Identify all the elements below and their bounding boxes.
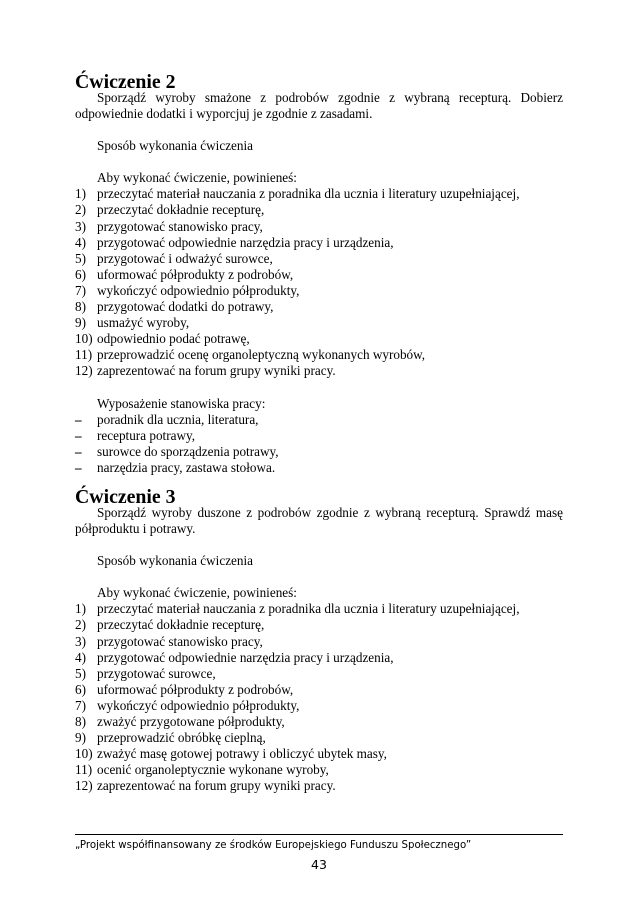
list-item-text: odpowiednio podać potrawę, [97, 331, 250, 347]
list-item-number: 9) [75, 730, 86, 746]
list-item [75, 698, 563, 714]
dash-bullet: – [75, 443, 82, 459]
exercise-2-steps-list [75, 186, 563, 379]
list-item-text: zważyć masę gotowej potrawy i obliczyć ubytek masy, [97, 746, 387, 762]
list-item-text: przeczytać dokładnie recepturę, [97, 617, 265, 633]
list-item [75, 331, 563, 347]
list-item-number: 2) [75, 617, 86, 633]
list-item-text: zaprezentować na forum grupy wyniki pracy. [97, 363, 336, 379]
list-item-number: 3) [75, 633, 86, 649]
list-item-number: 9) [75, 315, 86, 331]
list-item [75, 251, 563, 267]
list-item [75, 730, 563, 746]
exercise-2-equipment-list [75, 412, 563, 476]
list-item [75, 363, 563, 379]
list-item [75, 412, 563, 428]
list-item-number: 10) [75, 746, 93, 762]
list-item-text: receptura potrawy, [97, 427, 195, 443]
list-item-text: zaprezentować na forum grupy wyniki pracy. [97, 778, 336, 794]
list-item-text: przygotować dodatki do potrawy, [97, 299, 274, 315]
list-item-number: 6) [75, 681, 86, 697]
list-item-number: 3) [75, 218, 86, 234]
page-number: 43 [311, 857, 327, 872]
list-item-text: przygotować odpowiednie narzędzia pracy i urządzenia, [97, 234, 394, 250]
list-item-text: przeczytać materiał nauczania z poradnika dla ucznia i literatury uzupełniającej, [97, 601, 520, 617]
list-item-number: 10) [75, 331, 93, 347]
list-item [75, 460, 563, 476]
list-item-text: uformować półprodukty z podrobów, [97, 681, 294, 697]
list-item [75, 444, 563, 460]
exercise-2-steps-intro: Aby wykonać ćwiczenie, powinieneś: [97, 170, 297, 186]
list-item-text: wykończyć odpowiednio półprodukty, [97, 282, 300, 298]
footer-divider [75, 834, 563, 835]
list-item-text: usmażyć wyroby, [97, 315, 190, 331]
list-item-number: 6) [75, 266, 86, 282]
list-item [75, 762, 563, 778]
list-item-text: surowce do sporządzenia potrawy, [97, 443, 279, 459]
dash-bullet: – [75, 411, 82, 427]
list-item [75, 682, 563, 698]
exercise-3-title: Ćwiczenie 3 [75, 485, 176, 508]
exercise-2-method-heading: Sposób wykonania ćwiczenia [97, 138, 254, 154]
list-item-text: przeczytać dokładnie recepturę, [97, 202, 265, 218]
list-item-number: 2) [75, 202, 86, 218]
list-item [75, 219, 563, 235]
list-item-text: przygotować stanowisko pracy, [97, 633, 263, 649]
exercise-3-steps-list [75, 601, 563, 794]
list-item [75, 186, 563, 202]
list-item [75, 746, 563, 762]
list-item [75, 315, 563, 331]
footer-funding-note: „Projekt współfinansowany ze środków Europejskiego Funduszu Społecznego” [75, 840, 472, 851]
list-item-number: 5) [75, 250, 86, 266]
list-item-number: 12) [75, 363, 93, 379]
list-item-number: 8) [75, 714, 86, 729]
list-item [75, 428, 563, 444]
list-item-number: 7) [75, 697, 86, 713]
list-item-text: przeprowadzić ocenę organoleptyczną wykonanych wyrobów, [97, 347, 426, 363]
list-item-text: przygotować stanowisko pracy, [97, 218, 263, 234]
list-item [75, 299, 563, 315]
list-item [75, 267, 563, 283]
list-item-number: 5) [75, 665, 86, 681]
list-item [75, 714, 563, 730]
list-item-text: wykończyć odpowiednio półprodukty, [97, 697, 300, 713]
list-item [75, 650, 563, 666]
list-item-text: przygotować odpowiednie narzędzia pracy i urządzenia, [97, 649, 394, 665]
list-item [75, 634, 563, 650]
list-item-text: zważyć przygotowane półprodukty, [97, 714, 285, 729]
list-item-number: 4) [75, 649, 86, 665]
document-page [75, 71, 563, 794]
list-item-number: 11) [75, 347, 93, 363]
list-item [75, 347, 563, 363]
exercise-2-title: Ćwiczenie 2 [75, 71, 176, 93]
list-item [75, 617, 563, 633]
dash-bullet: – [75, 459, 82, 475]
list-item-number: 8) [75, 299, 86, 315]
list-item-text: przygotować i odważyć surowce, [97, 250, 273, 266]
list-item [75, 666, 563, 682]
exercise-2-equipment-intro: Wyposażenie stanowiska pracy: [97, 395, 266, 411]
list-item-text: przeczytać materiał nauczania z poradnika dla ucznia i literatury uzupełniającej, [97, 186, 520, 202]
list-item-text: przygotować surowce, [97, 665, 216, 681]
exercise-3-description: Sporządź wyroby duszone z podrobów zgodnie z wybraną recepturą. Sprawdź masę półproduktu i potrawy. [75, 504, 563, 537]
list-item-text: poradnik dla ucznia, literatura, [97, 411, 259, 427]
list-item-number: 11) [75, 762, 93, 778]
list-item-number: 4) [75, 234, 86, 250]
list-item-text: przeprowadzić obróbkę cieplną, [97, 730, 266, 746]
exercise-3-method-heading: Sposób wykonania ćwiczenia [97, 553, 254, 569]
list-item [75, 601, 563, 617]
exercise-3-steps-intro: Aby wykonać ćwiczenie, powinieneś: [97, 585, 297, 601]
list-item-text: uformować półprodukty z podrobów, [97, 266, 294, 282]
list-item [75, 778, 563, 794]
list-item-text: narzędzia pracy, zastawa stołowa. [97, 459, 276, 475]
list-item-number: 1) [75, 601, 86, 617]
list-item [75, 283, 563, 299]
list-item-text: ocenić organoleptycznie wykonane wyroby, [97, 762, 329, 778]
list-item-number: 7) [75, 282, 86, 298]
list-item-number: 1) [75, 186, 86, 202]
list-item-number: 12) [75, 778, 93, 794]
list-item [75, 202, 563, 218]
dash-bullet: – [75, 427, 82, 443]
exercise-2-description: Sporządź wyroby smażone z podrobów zgodnie z wybraną recepturą. Dobierz odpowiednie dodatki i wyporcjuj je zgodnie z zasadami. [75, 90, 563, 122]
list-item [75, 235, 563, 251]
